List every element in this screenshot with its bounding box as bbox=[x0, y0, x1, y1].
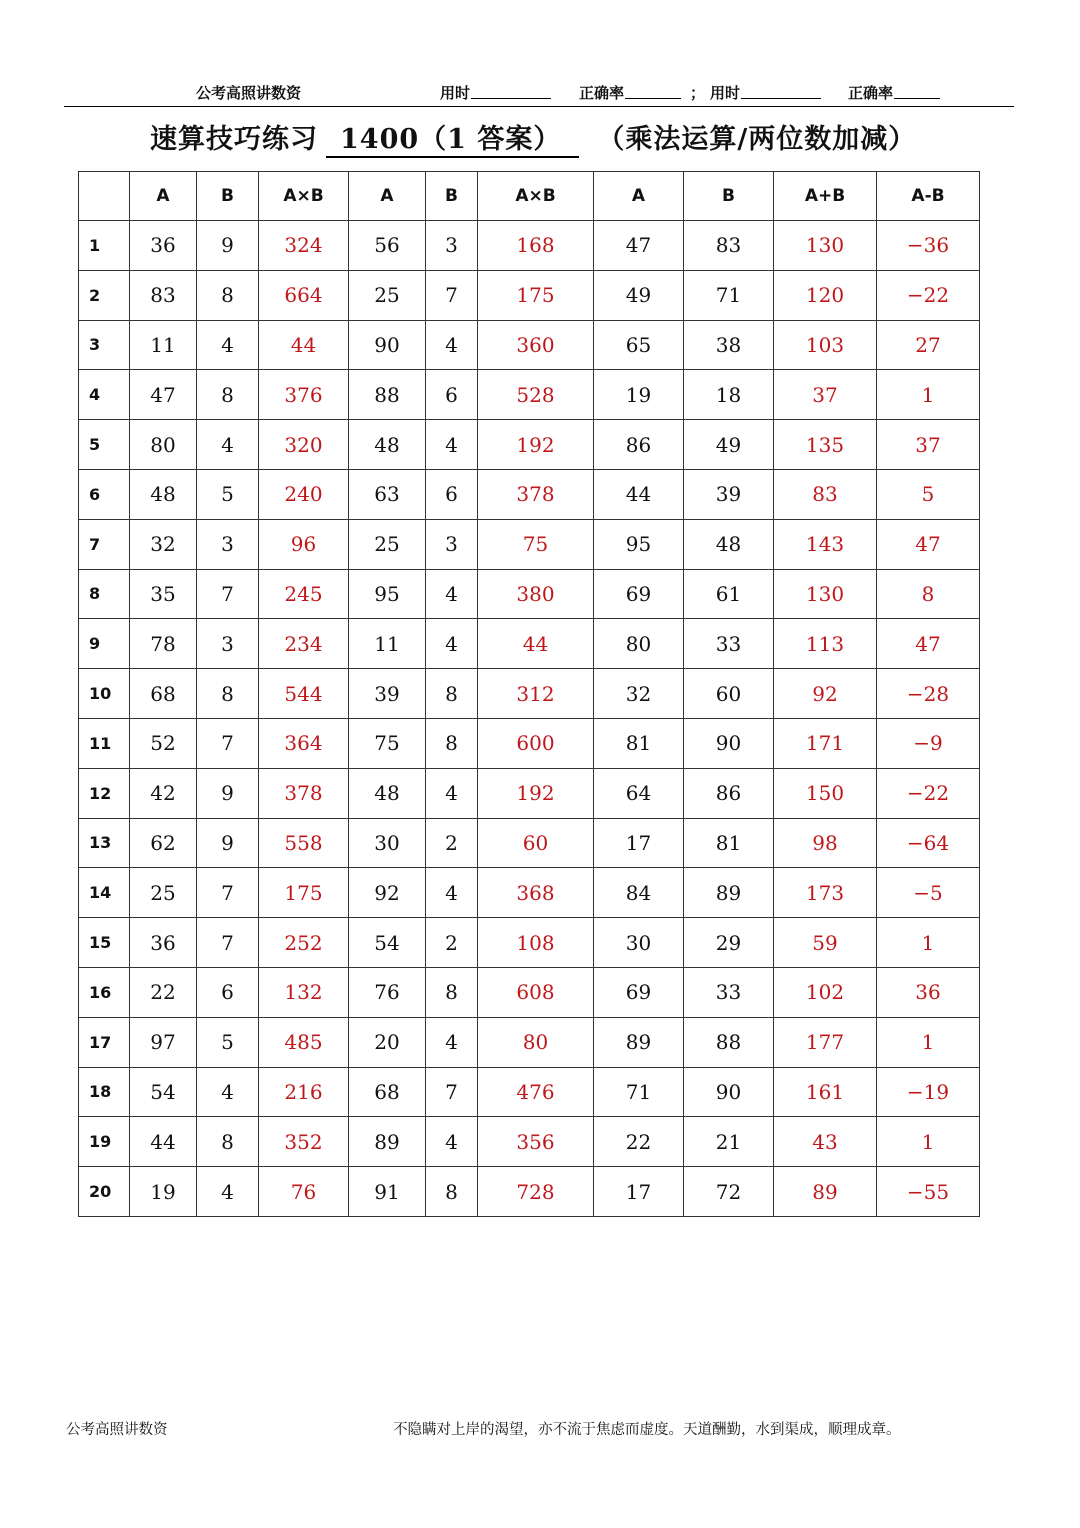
answer-cell: 380 bbox=[478, 569, 594, 619]
operand-cell: 2 bbox=[426, 818, 478, 868]
table-row bbox=[79, 221, 980, 271]
operand-cell: 25 bbox=[349, 270, 426, 320]
row-number: 7 bbox=[79, 519, 130, 569]
operand-cell: 86 bbox=[594, 420, 684, 470]
footer-brand: 公考高照讲数资 bbox=[66, 1422, 168, 1438]
header-divider bbox=[64, 106, 1014, 107]
row-number: 2 bbox=[79, 270, 130, 320]
column-header bbox=[79, 172, 130, 221]
operand-cell: 91 bbox=[349, 1167, 426, 1217]
operand-cell: 48 bbox=[349, 768, 426, 818]
operand-cell: 19 bbox=[594, 370, 684, 420]
answer-cell: 192 bbox=[478, 768, 594, 818]
answer-cell: 528 bbox=[478, 370, 594, 420]
time-blank-1[interactable] bbox=[471, 84, 551, 99]
answer-cell: 177 bbox=[774, 1017, 877, 1067]
row-number: 10 bbox=[79, 669, 130, 719]
operand-cell: 8 bbox=[197, 370, 259, 420]
row-number: 4 bbox=[79, 370, 130, 420]
table-row bbox=[79, 868, 980, 918]
operand-cell: 4 bbox=[426, 320, 478, 370]
operand-cell: 65 bbox=[594, 320, 684, 370]
operand-cell: 83 bbox=[684, 221, 774, 271]
column-header: A bbox=[594, 172, 684, 221]
operand-cell: 6 bbox=[426, 469, 478, 519]
answer-cell: −22 bbox=[877, 270, 980, 320]
answer-cell: 150 bbox=[774, 768, 877, 818]
operand-cell: 48 bbox=[349, 420, 426, 470]
answer-cell: 364 bbox=[259, 718, 349, 768]
answer-cell: −28 bbox=[877, 669, 980, 719]
answer-cell: 240 bbox=[259, 469, 349, 519]
operand-cell: 25 bbox=[349, 519, 426, 569]
answer-cell: 320 bbox=[259, 420, 349, 470]
operand-cell: 8 bbox=[426, 967, 478, 1017]
operand-cell: 9 bbox=[197, 221, 259, 271]
operand-cell: 30 bbox=[349, 818, 426, 868]
operand-cell: 90 bbox=[684, 1067, 774, 1117]
operand-cell: 7 bbox=[426, 1067, 478, 1117]
accuracy-field-1 bbox=[579, 82, 624, 103]
row-number: 9 bbox=[79, 619, 130, 669]
column-header: A×B bbox=[259, 172, 349, 221]
operand-cell: 54 bbox=[130, 1067, 197, 1117]
answer-cell: 544 bbox=[259, 669, 349, 719]
operand-cell: 4 bbox=[197, 320, 259, 370]
operand-cell: 4 bbox=[426, 868, 478, 918]
operand-cell: 7 bbox=[426, 270, 478, 320]
answer-cell: 44 bbox=[478, 619, 594, 669]
operand-cell: 19 bbox=[130, 1167, 197, 1217]
answer-cell: 83 bbox=[774, 469, 877, 519]
operand-cell: 95 bbox=[594, 519, 684, 569]
answer-cell: 245 bbox=[259, 569, 349, 619]
accuracy-label-1: 正确率 bbox=[579, 84, 625, 102]
operand-cell: 29 bbox=[684, 918, 774, 968]
answer-cell: 608 bbox=[478, 967, 594, 1017]
operand-cell: 8 bbox=[197, 270, 259, 320]
operand-cell: 36 bbox=[130, 918, 197, 968]
answer-cell: 728 bbox=[478, 1167, 594, 1217]
answer-cell: 378 bbox=[478, 469, 594, 519]
operand-cell: 4 bbox=[426, 569, 478, 619]
operand-cell: 49 bbox=[684, 420, 774, 470]
row-number: 17 bbox=[79, 1017, 130, 1067]
answer-cell: 47 bbox=[877, 619, 980, 669]
title-subtitle: （乘法运算/两位数加减） bbox=[597, 124, 917, 155]
operand-cell: 8 bbox=[426, 1167, 478, 1217]
table-row bbox=[79, 519, 980, 569]
column-header: B bbox=[426, 172, 478, 221]
answer-cell: 234 bbox=[259, 619, 349, 669]
table-row bbox=[79, 918, 980, 968]
operand-cell: 49 bbox=[594, 270, 684, 320]
operand-cell: 4 bbox=[426, 1117, 478, 1167]
answer-cell: −22 bbox=[877, 768, 980, 818]
operand-cell: 62 bbox=[130, 818, 197, 868]
answer-cell: 43 bbox=[774, 1117, 877, 1167]
answer-cell: 37 bbox=[774, 370, 877, 420]
operand-cell: 32 bbox=[130, 519, 197, 569]
answer-cell: 98 bbox=[774, 818, 877, 868]
operand-cell: 7 bbox=[197, 569, 259, 619]
operand-cell: 35 bbox=[130, 569, 197, 619]
accuracy-blank-1[interactable] bbox=[625, 84, 681, 99]
column-header: A bbox=[349, 172, 426, 221]
accuracy-blank-2[interactable] bbox=[894, 84, 940, 99]
operand-cell: 78 bbox=[130, 619, 197, 669]
answer-cell: 132 bbox=[259, 967, 349, 1017]
answer-cell: 216 bbox=[259, 1067, 349, 1117]
operand-cell: 7 bbox=[197, 718, 259, 768]
operand-cell: 4 bbox=[426, 768, 478, 818]
answer-cell: 352 bbox=[259, 1117, 349, 1167]
answer-cell: 102 bbox=[774, 967, 877, 1017]
operand-cell: 22 bbox=[130, 967, 197, 1017]
column-header: A+B bbox=[774, 172, 877, 221]
table-row bbox=[79, 270, 980, 320]
operand-cell: 11 bbox=[349, 619, 426, 669]
operand-cell: 6 bbox=[426, 370, 478, 420]
answer-cell: 378 bbox=[259, 768, 349, 818]
operand-cell: 8 bbox=[197, 1117, 259, 1167]
table-row bbox=[79, 420, 980, 470]
operand-cell: 54 bbox=[349, 918, 426, 968]
answer-cell: 485 bbox=[259, 1017, 349, 1067]
operand-cell: 20 bbox=[349, 1017, 426, 1067]
operand-cell: 71 bbox=[594, 1067, 684, 1117]
operand-cell: 52 bbox=[130, 718, 197, 768]
operand-cell: 81 bbox=[684, 818, 774, 868]
operand-cell: 47 bbox=[130, 370, 197, 420]
answer-cell: 600 bbox=[478, 718, 594, 768]
table-row bbox=[79, 818, 980, 868]
operand-cell: 30 bbox=[594, 918, 684, 968]
operand-cell: 68 bbox=[130, 669, 197, 719]
row-number: 20 bbox=[79, 1167, 130, 1217]
operand-cell: 89 bbox=[594, 1017, 684, 1067]
answer-cell: 168 bbox=[478, 221, 594, 271]
operand-cell: 7 bbox=[197, 868, 259, 918]
operand-cell: 95 bbox=[349, 569, 426, 619]
footer-motto: 不隐瞒对上岸的渴望，亦不流于焦虑而虚度。天道酬勤，水到渠成，顺理成章。 bbox=[393, 1422, 901, 1438]
operand-cell: 9 bbox=[197, 768, 259, 818]
operand-cell: 63 bbox=[349, 469, 426, 519]
answer-cell: 252 bbox=[259, 918, 349, 968]
answer-cell: 175 bbox=[478, 270, 594, 320]
answer-cell: 376 bbox=[259, 370, 349, 420]
answer-cell: 59 bbox=[774, 918, 877, 968]
answer-cell: 135 bbox=[774, 420, 877, 470]
answer-cell: 75 bbox=[478, 519, 594, 569]
operand-cell: 80 bbox=[594, 619, 684, 669]
answer-cell: 8 bbox=[877, 569, 980, 619]
column-header: A bbox=[130, 172, 197, 221]
time-label-2: 用时 bbox=[710, 84, 741, 102]
operand-cell: 44 bbox=[594, 469, 684, 519]
table-row bbox=[79, 469, 980, 519]
operand-cell: 4 bbox=[426, 1017, 478, 1067]
table-row bbox=[79, 669, 980, 719]
operand-cell: 90 bbox=[684, 718, 774, 768]
answer-cell: 356 bbox=[478, 1117, 594, 1167]
title-main: 速算技巧练习 bbox=[150, 124, 318, 155]
answer-cell: 80 bbox=[478, 1017, 594, 1067]
row-number: 5 bbox=[79, 420, 130, 470]
table-row bbox=[79, 320, 980, 370]
operand-cell: 42 bbox=[130, 768, 197, 818]
answer-cell: 36 bbox=[877, 967, 980, 1017]
answer-cell: 558 bbox=[259, 818, 349, 868]
answer-cell: 192 bbox=[478, 420, 594, 470]
operand-cell: 72 bbox=[684, 1167, 774, 1217]
operand-cell: 69 bbox=[594, 967, 684, 1017]
answer-cell: 89 bbox=[774, 1167, 877, 1217]
operand-cell: 4 bbox=[197, 1167, 259, 1217]
accuracy-label-2: 正确率 bbox=[848, 84, 894, 102]
table-body bbox=[79, 221, 980, 1217]
time-field-1 bbox=[440, 82, 470, 103]
operand-cell: 48 bbox=[684, 519, 774, 569]
operand-cell: 4 bbox=[197, 420, 259, 470]
operand-cell: 17 bbox=[594, 818, 684, 868]
table-row bbox=[79, 370, 980, 420]
answer-cell: 1 bbox=[877, 370, 980, 420]
table-row bbox=[79, 1067, 980, 1117]
answer-cell: 44 bbox=[259, 320, 349, 370]
answer-cell: 96 bbox=[259, 519, 349, 569]
time-blank-2[interactable] bbox=[741, 84, 821, 99]
practice-table bbox=[78, 171, 980, 1217]
answer-cell: 37 bbox=[877, 420, 980, 470]
answer-cell: 175 bbox=[259, 868, 349, 918]
answer-cell: 161 bbox=[774, 1067, 877, 1117]
operand-cell: 76 bbox=[349, 967, 426, 1017]
answer-cell: 76 bbox=[259, 1167, 349, 1217]
answer-cell: −64 bbox=[877, 818, 980, 868]
row-number: 16 bbox=[79, 967, 130, 1017]
answer-cell: −5 bbox=[877, 868, 980, 918]
operand-cell: 39 bbox=[349, 669, 426, 719]
operand-cell: 32 bbox=[594, 669, 684, 719]
operand-cell: 17 bbox=[594, 1167, 684, 1217]
table-row bbox=[79, 967, 980, 1017]
operand-cell: 97 bbox=[130, 1017, 197, 1067]
answer-cell: 130 bbox=[774, 221, 877, 271]
answer-cell: 360 bbox=[478, 320, 594, 370]
table-row bbox=[79, 718, 980, 768]
operand-cell: 4 bbox=[426, 420, 478, 470]
operand-cell: 3 bbox=[197, 619, 259, 669]
answer-cell: 1 bbox=[877, 1117, 980, 1167]
operand-cell: 8 bbox=[426, 718, 478, 768]
operand-cell: 9 bbox=[197, 818, 259, 868]
operand-cell: 83 bbox=[130, 270, 197, 320]
operand-cell: 21 bbox=[684, 1117, 774, 1167]
table-row bbox=[79, 768, 980, 818]
operand-cell: 88 bbox=[684, 1017, 774, 1067]
answer-cell: 103 bbox=[774, 320, 877, 370]
answer-cell: 143 bbox=[774, 519, 877, 569]
column-header: A×B bbox=[478, 172, 594, 221]
answer-cell: −36 bbox=[877, 221, 980, 271]
answer-cell: −19 bbox=[877, 1067, 980, 1117]
operand-cell: 80 bbox=[130, 420, 197, 470]
title-number: 1400（1 答案） bbox=[326, 117, 579, 158]
table-header-row bbox=[79, 172, 980, 221]
operand-cell: 60 bbox=[684, 669, 774, 719]
row-number: 6 bbox=[79, 469, 130, 519]
operand-cell: 22 bbox=[594, 1117, 684, 1167]
answer-cell: 108 bbox=[478, 918, 594, 968]
answer-cell: 113 bbox=[774, 619, 877, 669]
operand-cell: 7 bbox=[197, 918, 259, 968]
row-number: 1 bbox=[79, 221, 130, 271]
answer-cell: 368 bbox=[478, 868, 594, 918]
answer-cell: 120 bbox=[774, 270, 877, 320]
column-header: A-B bbox=[877, 172, 980, 221]
operand-cell: 89 bbox=[349, 1117, 426, 1167]
operand-cell: 89 bbox=[684, 868, 774, 918]
answer-cell: −55 bbox=[877, 1167, 980, 1217]
operand-cell: 4 bbox=[426, 619, 478, 669]
operand-cell: 8 bbox=[426, 669, 478, 719]
operand-cell: 8 bbox=[197, 669, 259, 719]
row-number: 12 bbox=[79, 768, 130, 818]
operand-cell: 48 bbox=[130, 469, 197, 519]
operand-cell: 81 bbox=[594, 718, 684, 768]
column-header: B bbox=[684, 172, 774, 221]
operand-cell: 36 bbox=[130, 221, 197, 271]
operand-cell: 33 bbox=[684, 619, 774, 669]
operand-cell: 25 bbox=[130, 868, 197, 918]
table-row bbox=[79, 619, 980, 669]
answer-cell: 173 bbox=[774, 868, 877, 918]
operand-cell: 86 bbox=[684, 768, 774, 818]
answer-cell: 171 bbox=[774, 718, 877, 768]
operand-cell: 2 bbox=[426, 918, 478, 968]
page-title bbox=[150, 117, 916, 158]
table-row bbox=[79, 1117, 980, 1167]
operand-cell: 64 bbox=[594, 768, 684, 818]
answer-cell: 47 bbox=[877, 519, 980, 569]
table-row bbox=[79, 1017, 980, 1067]
operand-cell: 5 bbox=[197, 469, 259, 519]
row-number: 13 bbox=[79, 818, 130, 868]
operand-cell: 47 bbox=[594, 221, 684, 271]
row-number: 18 bbox=[79, 1067, 130, 1117]
answer-cell: 324 bbox=[259, 221, 349, 271]
operand-cell: 75 bbox=[349, 718, 426, 768]
row-number: 15 bbox=[79, 918, 130, 968]
operand-cell: 44 bbox=[130, 1117, 197, 1167]
answer-cell: 664 bbox=[259, 270, 349, 320]
operand-cell: 4 bbox=[197, 1067, 259, 1117]
operand-cell: 6 bbox=[197, 967, 259, 1017]
operand-cell: 68 bbox=[349, 1067, 426, 1117]
table-row bbox=[79, 1167, 980, 1217]
row-number: 3 bbox=[79, 320, 130, 370]
operand-cell: 3 bbox=[197, 519, 259, 569]
answer-cell: 1 bbox=[877, 918, 980, 968]
time-label-1: 用时 bbox=[440, 84, 471, 102]
operand-cell: 3 bbox=[426, 519, 478, 569]
operand-cell: 5 bbox=[197, 1017, 259, 1067]
operand-cell: 38 bbox=[684, 320, 774, 370]
answer-cell: 476 bbox=[478, 1067, 594, 1117]
operand-cell: 61 bbox=[684, 569, 774, 619]
time-field-2 bbox=[710, 82, 740, 103]
operand-cell: 90 bbox=[349, 320, 426, 370]
answer-cell: 27 bbox=[877, 320, 980, 370]
operand-cell: 56 bbox=[349, 221, 426, 271]
operand-cell: 84 bbox=[594, 868, 684, 918]
operand-cell: 33 bbox=[684, 967, 774, 1017]
answer-cell: 60 bbox=[478, 818, 594, 868]
header-separator: ； bbox=[690, 84, 706, 102]
answer-cell: 92 bbox=[774, 669, 877, 719]
row-number: 19 bbox=[79, 1117, 130, 1167]
operand-cell: 11 bbox=[130, 320, 197, 370]
header-brand: 公考高照讲数资 bbox=[196, 84, 302, 102]
answer-cell: 130 bbox=[774, 569, 877, 619]
answer-cell: 312 bbox=[478, 669, 594, 719]
operand-cell: 71 bbox=[684, 270, 774, 320]
operand-cell: 88 bbox=[349, 370, 426, 420]
row-number: 14 bbox=[79, 868, 130, 918]
operand-cell: 3 bbox=[426, 221, 478, 271]
answer-cell: 5 bbox=[877, 469, 980, 519]
table-row bbox=[79, 569, 980, 619]
operand-cell: 39 bbox=[684, 469, 774, 519]
operand-cell: 69 bbox=[594, 569, 684, 619]
accuracy-field-2 bbox=[848, 82, 893, 103]
row-number: 11 bbox=[79, 718, 130, 768]
row-number: 8 bbox=[79, 569, 130, 619]
page-header bbox=[64, 80, 1014, 104]
answer-cell: 1 bbox=[877, 1017, 980, 1067]
operand-cell: 18 bbox=[684, 370, 774, 420]
operand-cell: 92 bbox=[349, 868, 426, 918]
column-header: B bbox=[197, 172, 259, 221]
answer-cell: −9 bbox=[877, 718, 980, 768]
